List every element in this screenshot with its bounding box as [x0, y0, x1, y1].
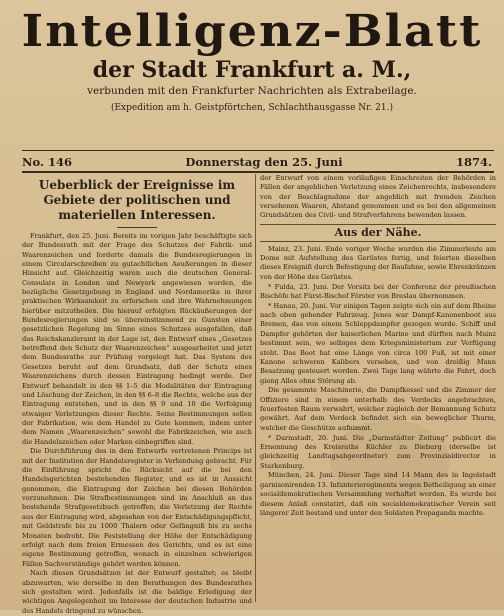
- right-column-heading: Aus der Nähe.: [260, 224, 496, 242]
- left-column-heading: Ueberblick der Ereignisse im Gebiete der politischen und materiellen Interessen.: [38, 178, 236, 222]
- header-rule-bottom: [22, 171, 494, 173]
- newspaper-imprint: (Expedition am h. Geistpförtchen, Schlachthausgasse Nr. 21.): [110, 103, 394, 113]
- news-item: Mainz, 23. Juni. Ende voriger Woche wurden die Zimmerleute am Dome mit Aufstellung des Gerüstes fertig, und feierten dieselben dieses Ereigniß durch Befestigung der Baufahne, sowie Ehrenkränzen von der Höhe des Gerüstes.: [260, 244, 496, 281]
- issue-date: Donnerstag den 25. Juni: [185, 155, 343, 169]
- issue-info-bar: [22, 154, 492, 170]
- article-paragraph: Die Durchführung des in dem Entwurfe vertretenen Princips ist mit der Institution der Handelsregister in Verbindung gebracht. Für die Einführung spricht die Rücksicht auf die bei den Handelsgerichten bestehenden Register, und es ist in Aussicht genommen, die Eintragung der Zeichen bei diesen Behörden vorzunehmen. Die Strafbestimmungen sind im Anschluß an das bestehende Strafgesetzbuch getroffen; die Verletzung der Rechte aus der Eintragung wird, abgesehen von der Entschädigungspflicht, mit Geldstrafe bis zu 1000 Thalern oder Gefängniß bis zu sechs Monaten bedroht. Die Feststellung der Höhe der Entschädigung erfolgt nach dem freien Ermessen des Gerichts, und es ist eine eigene Bestimmung getroffen, wonach in einzelnen schwierigen Fällen Sachverständige gehört werden können.: [22, 447, 252, 568]
- issue-year: 1874.: [455, 155, 492, 169]
- article-paragraph: Frankfurt, den 25. Juni. Bereits im vorigen Jahr beschäftigte sich der Bundesrath mit der Frage des Schutzes der Fabrik- und Waarenzeichen und forderte damals die Bundesregierungen in einem Circularschreiben zu gutachtlichen Aeußerungen in dieser Hinsicht auf. Gleichzeitig waren auch die deutschen General-Consulate in London und Newyork angewiesen worden, die bezügliche Gesetzgebung in England und Nordamerika in ihrer praktischen Wirksamkeit zu erforschen und ihre Wahrnehmungen hierüber mitzutheilen. Die hierauf erfolgten Rückäußerungen der Bundesregierungen sind so übereinstimmend zu Gunsten einer gesetzlichen Regelung im Sinne eines Schutzes ausgefallen, daß das Reichskanzleramt in der Lage ist, den Entwurf eines „Gesetzes betreffend den Schutz der Waarenzeichen“ ausgearbeitet und jetzt dem Bundesrathe zur Prüfung vorgelegt hat. Das System des Gesetzes beruht auf dem Grundsatz, daß der Schutz eines Waarenzeichens durch dessen Eintragung bedingt werde. Der Entwurf behandelt in den §§ 1–5 die Modalitäten der Eintragung und Löschung der Zeichen, in den §§ 6–8 die Rechte, welche aus der Eintragung entstehen, und in den §§ 9 und 10 die Verfolgung etwaiger Verletzungen dieser Rechte. Seine Bestimmungen sollen der Fabrikation, wie dem Handel zu Gute kommen, indem unter dem Namen „Waarenzeichen“ sowohl die Fabrikzeichen, wie auch die Handelszeichen oder Marken einbegriffen sind.: [22, 232, 252, 446]
- continued-paragraph: der Entwurf von einem vorläufigen Einschreiten der Behörden in Fällen der angeblichen Verletzung eines Zeichenrechts, insbesondere von der Beschlagnahme der angeblich mit fremden Zeichen versehenen Waaren, Abstand genommen und es bei den allgemeinen Grundsätzen des Civil- und Strafverfahrens bewenden lassen.: [260, 174, 496, 220]
- newspaper-subtitle: der Stadt Frankfurt a. M.,: [92, 57, 412, 83]
- news-item: * Fulda, 23. Juni. Der Vorsitz bei der Conferenz der preußischen Bischöfe hat Fürst-Bischof Förster von Breslau übernommen.: [260, 282, 496, 300]
- left-column: [22, 174, 252, 615]
- masthead: [0, 6, 504, 114]
- news-item: * Hanau, 20. Juni. Vor einigen Tagen zeigte sich ein auf dem Rheine nach oben gehender Fahrzeug. Jenes war Dampf-Kanonenboot aus Bremen, das von einem Schleppdampfer gezogen wurde. Schiff und Dampfer gehörten der kaiserlichen Marine und dürften nach Mainz bestimmt sein, wo selbiges dem Kriegsministerium zur Verfügung steht. Das Boot hat eine Länge von circa 100 Fuß, ist mit einer Kanone schweren Kalibers versehen, und von dreißig Mann Besatzung gesteuert worden. Zwei Tage lang währte die Fahrt, doch gieng Alles ohne Störung ab.: [260, 301, 496, 385]
- news-item: * Darmstadt, 20. Juni. Die „Darmstädter Zeitung“ publicirt die Ernennung des Kreisraths Küchler zu Dieburg (derselbe ist gleichzeitig Landtagsabgeordneter) zum Provinzialdirector in Starkenburg.: [260, 433, 496, 470]
- header-rule-top: [22, 150, 494, 151]
- newspaper-title: Intelligenz-Blatt: [21, 5, 483, 57]
- news-item: München, 24. Juni. Dieser Tage sind 14 Mann des in Ingolstadt garnisonirenden 13. Infanterieregiments wegen Betheiligung an einer socialdemokratischen Versammlung verhaftet worden. Es wurde bei diesem Anlaß constatirt, daß ein socialdemokratischer Verein seit längerer Zeit bestand und unter den Soldaten Propaganda machte.: [260, 471, 496, 517]
- newspaper-tagline: verbunden mit den Frankfurter Nachrichten als Extrabeilage.: [87, 85, 417, 97]
- heading-divider: [117, 227, 157, 228]
- column-divider: [255, 174, 256, 602]
- right-column: [260, 174, 496, 606]
- issue-number: No. 146: [22, 155, 72, 169]
- article-paragraph: Nach diesen Grundsätzen ist der Entwurf gestaltet; es bleibt abzuwarten, wie derselbe in den Berathungen des Bundesrathes sich gestalten wird. Jedenfalls ist die baldige Erledigung der wichtigen Angelegenheit im Interesse der deutschen Industrie und des Handels dringend zu wünschen.: [22, 569, 252, 615]
- news-item: Die gesammte Maschinerie, die Dampfkessel und die Zimmer der Offiziere sind in einem unterhalb des Verdecks angebrachten, feuerfesten Raum verwahrt, welcher zugleich der Bemannung Schutz gewährt. Auf dem Verdeck befindet sich ein beweglicher Thurm, welcher die Geschütze aufnimmt.: [260, 386, 496, 432]
